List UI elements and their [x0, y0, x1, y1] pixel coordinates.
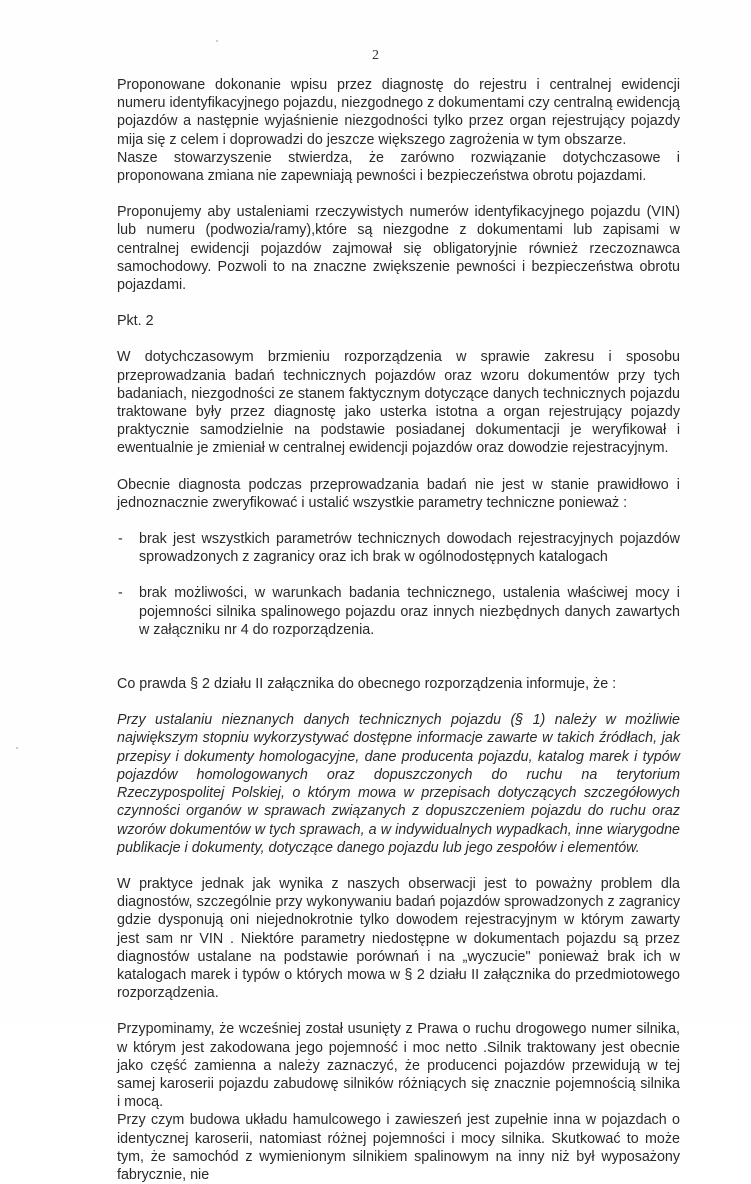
paragraph-association-statement: Nasze stowarzyszenie stwierdza, że zarówno rozwiązanie dotychczasowe i proponowana zmiana nie zapewniają pewności i bezpieczeństwa obrotu pojazdami. — [117, 149, 680, 185]
paragraph-brake-system: Przy czym budowa układu hamulcowego i zawieszeń jest zupełnie inna w pojazdach o identycznej karoserii, natomiast różnej pojemności i mocy silnika. Skutkować to może tym, że samochód z wymienionym silnikiem spalinowym na inny niż był wyposażony fabrycznie, nie — [117, 1112, 680, 1183]
list-item — [117, 584, 680, 639]
document-body — [117, 76, 680, 1184]
section-heading-pkt2: Pkt. 2 — [117, 313, 154, 330]
paragraph-proposal: Proponujemy aby ustaleniami rzeczywistych numerów identyfikacyjnego pojazdu (VIN) lub numeru (podwozia/ramy),które są niezgodne z dokumentami lub zapisami w centralnej ewidencji pojazdów zajmował się obligatoryjnie również rzeczoznawca samochodowy. Pozwoli to na znaczne zwiększenie pewności i bezpieczeństwa obrotu pojazdami. — [117, 204, 680, 294]
list-item-text: brak możliwości, w warunkach badania technicznego, ustalenia właściwej mocy i pojemności silnika spalinowego pojazdu oraz innych niezbędnych danych zawartych w załączniku nr 4 do rozporządzenia. — [139, 585, 680, 638]
reasons-list — [117, 530, 680, 639]
paragraph-diagnostician-limits: Obecnie diagnosta podczas przeprowadzania badań nie jest w stanie prawidłowo i jednoznacznie zweryfikować i ustalić wszystkie parametry techniczne ponieważ : — [117, 476, 680, 511]
paragraph-current-regulation: W dotychczasowym brzmieniu rozporządzenia w sprawie zakresu i sposobu przeprowadzania badań technicznych pojazdów oraz wzoru dokumentów przy tych badaniach, niezgodności ze stanem faktycznym dotyczące danych technicznych pojazdu traktowane były przez diagnostę jako usterka istotna a organ rejestrujący pojazdy praktycznie samodzielnie na podstawie posiadanej dokumentacji je weryfikował i ewentualnie je zmieniał w centralnej ewidencji pojazdów oraz dowodzie rejestracyjnym. — [117, 349, 680, 457]
page-number: 2 — [372, 48, 379, 63]
list-item — [117, 530, 680, 566]
quoted-regulation: Przy ustalaniu nieznanych danych technicznych pojazdu (§ 1) należy w możliwie największym stopniu wykorzystywać dostępne informacje zawarte w takich źródłach, jak przepisy i dokumenty homologacyjne, dane producenta pojazdu, katalog marek i typów pojazdów homologowanych oraz dopuszczonych do ruchu na terytorium Rzeczypospolitej Polskiej, o którym mowa w przepisach dotyczących szczegółowych czynności organów w sprawach związanych z dopuszczeniem pojazdu do ruchu oraz wzorów dokumentów w tych sprawach, a w indywidualnych wypadkach, inne wiarygodne publikacje i dokumenty, dotyczące danego pojazdu lub jego zespołów i elementów. — [117, 712, 680, 856]
paragraph-practice: W praktyce jednak jak wynika z naszych obserwacji jest to poważny problem dla diagnostów, szczególnie przy wykonywaniu badań pojazdów sprowadzonych z zagranicy gdzie dysponują oni niejednokrotnie tylko dowodem rejestracyjnym w którym zawarty jest sam nr VIN . Niektóre parametry niedostępne w dokumentach pojazdu są przez diagnostów ustalane na podstawie porównań i na „wyczucie" ponieważ brak ich w katalogach marek i typów o których mowa w § 2 działu II załącznika do przedmiotowego rozporządzenia. — [117, 875, 680, 1002]
paragraph-regulation-reference: Co prawda § 2 działu II załącznika do obecnego rozporządzenia informuje, że : — [117, 676, 617, 693]
list-marker: - — [118, 531, 123, 548]
list-item-text: brak jest wszystkich parametrów technicznych dowodach rejestracyjnych pojazdów sprowadzonych z zagranicy oraz ich brak w ogólnodostępnych katalogach — [139, 531, 680, 566]
paragraph-vin-entry: Proponowane dokonanie wpisu przez diagnostę do rejestru i centralnej ewidencji numeru identyfikacyjnego pojazdu, niezgodnego z dokumentami czy centralną ewidencją pojazdów a następnie wyjaśnienie niezgodności tylko przez organ rejestrujący pojazdy mija się z celem i doprowadzi do jeszcze większego zagrożenia w tym obszarze. — [117, 77, 680, 148]
list-spacer — [117, 566, 680, 584]
scan-speck — [216, 40, 218, 42]
list-marker: - — [118, 585, 123, 602]
paragraph-engine-number: Przypominamy, że wcześniej został usunięty z Prawa o ruchu drogowego numer silnika, w którym jest zakodowana jego pojemność i moc netto .Silnik traktowany jest obecnie jako część zamienna a należy zaznaczyć, że producenci pojazdów przewidują w tej samej karoserii pojazdu zabudowę silników różniących się znacznie pojemnością silnika i mocą. — [117, 1021, 680, 1111]
scan-speck — [16, 747, 18, 749]
